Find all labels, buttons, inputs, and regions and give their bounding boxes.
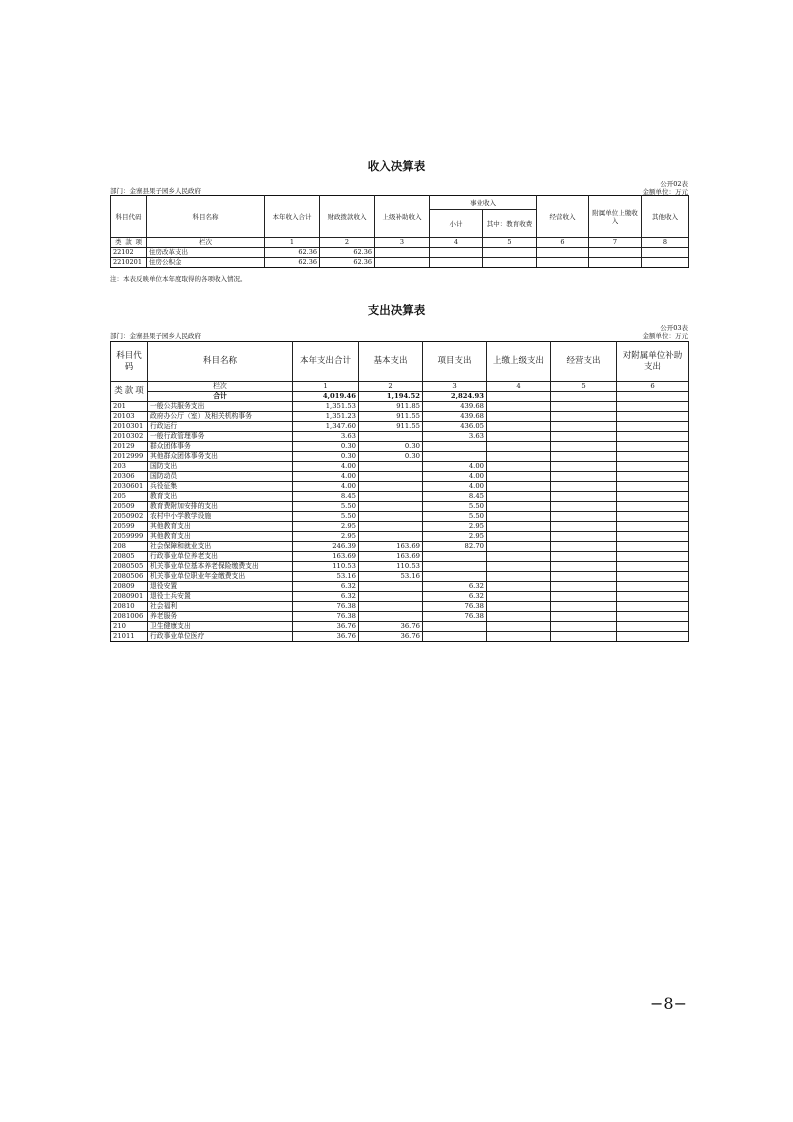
row-code: 20103 <box>111 412 148 422</box>
row-operating <box>551 612 617 622</box>
row-operating <box>551 632 617 642</box>
row-name: 社会福利 <box>148 602 293 612</box>
row-code: 2080505 <box>111 562 148 572</box>
row-name: 机关事业单位基本养老保险缴费支出 <box>148 562 293 572</box>
row-superior <box>487 592 551 602</box>
row-basic: 0.30 <box>359 452 423 462</box>
income-note: 注：本表反映单位本年度取得的各项收入情况。 <box>110 275 247 283</box>
row-superior <box>487 562 551 572</box>
income-table-title: 收入决算表 <box>367 159 426 173</box>
row-superior <box>487 582 551 592</box>
row-total: 4.00 <box>293 462 359 472</box>
row-project: 6.32 <box>423 592 487 602</box>
row-total: 1,347.60 <box>293 422 359 432</box>
table-row <box>111 562 689 572</box>
row-name: 其他教育支出 <box>148 522 293 532</box>
row-name: 行政事业单位医疗 <box>148 632 293 642</box>
row-affiliated <box>617 542 689 552</box>
row-project: 439.68 <box>423 412 487 422</box>
row-name: 退役士兵安置 <box>148 592 293 602</box>
row-total: 246.39 <box>293 542 359 552</box>
row-superior <box>487 422 551 432</box>
row-total: 163.69 <box>293 552 359 562</box>
expense-col-num: 6 <box>617 382 689 392</box>
row-operating <box>551 472 617 482</box>
row-total: 6.32 <box>293 592 359 602</box>
row-superior <box>487 602 551 612</box>
expense-sum-total: 4,019.46 <box>293 392 359 402</box>
row-operating <box>551 462 617 472</box>
row-code: 2059999 <box>111 532 148 542</box>
row-total: 4.00 <box>293 472 359 482</box>
row-project <box>423 622 487 632</box>
row-total: 36.76 <box>293 622 359 632</box>
expense-header-code: 科目代码 <box>111 342 148 382</box>
table-row <box>111 522 689 532</box>
row-superior <box>487 572 551 582</box>
row-project: 8.45 <box>423 492 487 502</box>
row-basic <box>359 462 423 472</box>
row-code: 20129 <box>111 442 148 452</box>
row-total: 2.95 <box>293 522 359 532</box>
row-project <box>423 632 487 642</box>
row-name: 退役安置 <box>148 582 293 592</box>
table-row <box>111 592 689 602</box>
row-superior <box>487 522 551 532</box>
table-row <box>111 432 689 442</box>
income-header-name: 科目名称 <box>147 196 265 238</box>
table-row <box>111 572 689 582</box>
row-operating <box>551 482 617 492</box>
row-basic: 110.53 <box>359 562 423 572</box>
row-project: 76.38 <box>423 612 487 622</box>
table-row <box>111 472 689 482</box>
row-code: 20509 <box>111 502 148 512</box>
row-operating <box>551 422 617 432</box>
row-name: 其他群众团体事务支出 <box>148 452 293 462</box>
row-basic: 911.55 <box>359 422 423 432</box>
row-operating <box>551 532 617 542</box>
row-project: 4.00 <box>423 472 487 482</box>
row-affiliated <box>617 462 689 472</box>
row-name: 住房改革支出 <box>147 248 265 258</box>
row-affiliated <box>617 532 689 542</box>
row-affiliated <box>617 472 689 482</box>
row-code: 2080901 <box>111 592 148 602</box>
expense-header-project: 项目支出 <box>423 342 487 382</box>
expense-col-num: 3 <box>423 382 487 392</box>
row-total: 5.50 <box>293 502 359 512</box>
row-total: 76.38 <box>293 602 359 612</box>
row-basic: 911.85 <box>359 402 423 412</box>
table-row <box>111 422 689 432</box>
row-basic <box>359 592 423 602</box>
income-col-num: 5 <box>483 238 537 248</box>
row-operating <box>551 502 617 512</box>
row-total: 36.76 <box>293 632 359 642</box>
row-name: 一般行政管理事务 <box>148 432 293 442</box>
row-code: 2080506 <box>111 572 148 582</box>
row-affiliated <box>617 512 689 522</box>
row-project: 4.00 <box>423 482 487 492</box>
table-row <box>111 582 689 592</box>
expense-level-cell <box>111 382 148 402</box>
row-superior <box>487 492 551 502</box>
row-total: 5.50 <box>293 512 359 522</box>
table-row <box>111 502 689 512</box>
income-header-operating: 经营收入 <box>537 196 589 238</box>
level-xiang: 项 <box>135 238 142 246</box>
row-operating <box>551 622 617 632</box>
table-row <box>111 612 689 622</box>
row-operating <box>551 582 617 592</box>
row-code: 2081006 <box>111 612 148 622</box>
table-row <box>111 248 689 258</box>
row-total: 0.30 <box>293 442 359 452</box>
row-basic <box>359 472 423 482</box>
expense-sum-project: 2,824.93 <box>423 392 487 402</box>
row-operating <box>551 452 617 462</box>
row-project: 4.00 <box>423 462 487 472</box>
row-operating <box>551 512 617 522</box>
row-affiliated <box>617 432 689 442</box>
row-operating <box>551 562 617 572</box>
income-level-cell <box>111 238 147 248</box>
expense-col-num: 1 <box>293 382 359 392</box>
row-total: 8.45 <box>293 492 359 502</box>
table-row <box>111 492 689 502</box>
expense-header-basic: 基本支出 <box>359 342 423 382</box>
row-name: 住房公积金 <box>147 258 265 268</box>
row-affiliated <box>617 622 689 632</box>
income-header-sub-edu: 其中：教育收费 <box>483 210 537 238</box>
table-row <box>111 412 689 422</box>
expense-sum-row <box>111 392 689 402</box>
row-affiliated <box>617 412 689 422</box>
income-col-num: 1 <box>265 238 320 248</box>
row-basic <box>359 502 423 512</box>
expense-unit: 金额单位：万元 <box>642 332 688 340</box>
row-code: 20809 <box>111 582 148 592</box>
row-total: 2.95 <box>293 532 359 542</box>
row-basic: 0.30 <box>359 442 423 452</box>
row-code: 2030601 <box>111 482 148 492</box>
income-col-num: 3 <box>375 238 430 248</box>
row-project: 5.50 <box>423 502 487 512</box>
income-header-superior: 上级补助收入 <box>375 196 430 238</box>
row-affiliated <box>617 602 689 612</box>
income-table <box>110 195 689 268</box>
row-code: 20810 <box>111 602 148 612</box>
row-name: 兵役征集 <box>148 482 293 492</box>
row-basic <box>359 522 423 532</box>
row-project: 439.68 <box>423 402 487 412</box>
row-project: 3.63 <box>423 432 487 442</box>
row-total: 1,351.23 <box>293 412 359 422</box>
income-col-num: 7 <box>589 238 642 248</box>
row-superior <box>487 622 551 632</box>
expense-header-total: 本年支出合计 <box>293 342 359 382</box>
row-total: 110.53 <box>293 562 359 572</box>
row-operating <box>551 402 617 412</box>
row-project: 2.95 <box>423 522 487 532</box>
row-affiliated <box>617 562 689 572</box>
level-lei: 类 <box>114 386 123 396</box>
expense-table-title: 支出决算表 <box>367 303 426 317</box>
row-name: 社会保障和就业支出 <box>148 542 293 552</box>
row-fiscal: 62.36 <box>320 258 375 268</box>
income-header-other: 其他收入 <box>642 196 689 238</box>
level-xiang: 项 <box>135 386 144 396</box>
row-name: 卫生健康支出 <box>148 622 293 632</box>
expense-table-body <box>111 402 689 642</box>
row-name: 机关事业单位职业年金缴费支出 <box>148 572 293 582</box>
row-superior <box>487 412 551 422</box>
income-dept: 部门：金寨县果子园乡人民政府 <box>110 187 201 195</box>
row-project: 5.50 <box>423 512 487 522</box>
expense-dept: 部门：金寨县果子园乡人民政府 <box>110 332 201 340</box>
row-superior <box>487 632 551 642</box>
expense-header-affiliated: 对附属单位补助支出 <box>617 342 689 382</box>
expense-header-operating: 经营支出 <box>551 342 617 382</box>
income-header-affiliated: 附属单位上缴收入 <box>589 196 642 238</box>
table-row <box>111 442 689 452</box>
row-superior <box>487 472 551 482</box>
row-name: 国防支出 <box>148 462 293 472</box>
row-total: 62.36 <box>265 258 320 268</box>
row-basic: 53.16 <box>359 572 423 582</box>
row-operating <box>551 572 617 582</box>
row-code: 203 <box>111 462 148 472</box>
row-name: 一般公共服务支出 <box>148 402 293 412</box>
row-affiliated <box>617 582 689 592</box>
level-lei: 类 <box>115 238 122 246</box>
income-header-sub-total: 小计 <box>430 210 483 238</box>
row-code: 20805 <box>111 552 148 562</box>
row-basic <box>359 492 423 502</box>
row-superior <box>487 432 551 442</box>
row-name: 行政事业单位养老支出 <box>148 552 293 562</box>
expense-header-superior: 上缴上级支出 <box>487 342 551 382</box>
income-header-total: 本年收入合计 <box>265 196 320 238</box>
row-operating <box>551 412 617 422</box>
row-operating <box>551 592 617 602</box>
income-col-label: 栏次 <box>147 238 265 248</box>
row-code: 2050902 <box>111 512 148 522</box>
row-affiliated <box>617 632 689 642</box>
table-row <box>111 402 689 412</box>
row-code: 208 <box>111 542 148 552</box>
row-basic: 36.76 <box>359 622 423 632</box>
income-col-num: 6 <box>537 238 589 248</box>
row-affiliated <box>617 442 689 452</box>
row-project: 76.38 <box>423 602 487 612</box>
row-basic <box>359 582 423 592</box>
row-basic: 36.76 <box>359 632 423 642</box>
expense-table <box>110 341 689 642</box>
table-row <box>111 602 689 612</box>
row-operating <box>551 442 617 452</box>
income-col-num: 8 <box>642 238 689 248</box>
row-code: 2010301 <box>111 422 148 432</box>
table-row <box>111 632 689 642</box>
row-code: 2012999 <box>111 452 148 462</box>
income-unit: 金额单位：万元 <box>642 188 688 196</box>
row-name: 国防动员 <box>148 472 293 482</box>
row-affiliated <box>617 612 689 622</box>
row-project: 82.70 <box>423 542 487 552</box>
row-basic: 163.69 <box>359 552 423 562</box>
expense-sum-basic: 1,194.52 <box>359 392 423 402</box>
row-code: 2010302 <box>111 432 148 442</box>
row-total: 0.30 <box>293 452 359 462</box>
row-project <box>423 442 487 452</box>
row-project: 6.32 <box>423 582 487 592</box>
expense-colnum-row <box>111 382 689 392</box>
row-code: 20306 <box>111 472 148 482</box>
row-fiscal: 62.36 <box>320 248 375 258</box>
expense-col-label: 栏次 <box>148 382 293 392</box>
row-total: 62.36 <box>265 248 320 258</box>
income-header-business: 事业收入 <box>430 196 537 210</box>
row-basic <box>359 512 423 522</box>
row-project <box>423 552 487 562</box>
row-affiliated <box>617 422 689 432</box>
row-code: 21011 <box>111 632 148 642</box>
row-basic <box>359 602 423 612</box>
row-basic: 163.69 <box>359 542 423 552</box>
row-name: 教育费附加安排的支出 <box>148 502 293 512</box>
row-name: 政府办公厅（室）及相关机构事务 <box>148 412 293 422</box>
income-colnum-row <box>111 238 689 248</box>
row-code: 22102 <box>111 248 147 258</box>
row-total: 4.00 <box>293 482 359 492</box>
table-row <box>111 542 689 552</box>
row-affiliated <box>617 452 689 462</box>
expense-sum-label: 合计 <box>148 392 293 402</box>
table-row <box>111 462 689 472</box>
income-header-code: 科目代码 <box>111 196 147 238</box>
row-code: 205 <box>111 492 148 502</box>
row-superior <box>487 462 551 472</box>
income-col-num: 2 <box>320 238 375 248</box>
table-row <box>111 512 689 522</box>
row-superior <box>487 532 551 542</box>
row-code: 20599 <box>111 522 148 532</box>
row-total: 53.16 <box>293 572 359 582</box>
income-header-fiscal: 财政拨款收入 <box>320 196 375 238</box>
row-affiliated <box>617 482 689 492</box>
row-project <box>423 562 487 572</box>
row-basic <box>359 432 423 442</box>
row-affiliated <box>617 572 689 582</box>
row-name: 行政运行 <box>148 422 293 432</box>
row-project: 436.05 <box>423 422 487 432</box>
row-operating <box>551 542 617 552</box>
row-operating <box>551 602 617 612</box>
expense-header-name: 科目名称 <box>148 342 293 382</box>
row-code: 210 <box>111 622 148 632</box>
row-name: 其他教育支出 <box>148 532 293 542</box>
row-basic <box>359 532 423 542</box>
row-basic <box>359 612 423 622</box>
table-row <box>111 482 689 492</box>
row-name: 农村中小学教学设施 <box>148 512 293 522</box>
income-form-no: 公开02表 <box>660 180 688 188</box>
row-name: 养老服务 <box>148 612 293 622</box>
row-superior <box>487 442 551 452</box>
row-code: 2210201 <box>111 258 147 268</box>
row-affiliated <box>617 592 689 602</box>
row-total: 6.32 <box>293 582 359 592</box>
level-kuan: 款 <box>125 238 132 246</box>
row-superior <box>487 612 551 622</box>
expense-col-num: 2 <box>359 382 423 392</box>
row-operating <box>551 522 617 532</box>
level-kuan: 款 <box>124 386 134 396</box>
row-affiliated <box>617 522 689 532</box>
expense-form-no: 公开03表 <box>660 324 688 332</box>
expense-col-num: 5 <box>551 382 617 392</box>
income-col-num: 4 <box>430 238 483 248</box>
row-affiliated <box>617 402 689 412</box>
row-total: 1,351.53 <box>293 402 359 412</box>
table-row <box>111 452 689 462</box>
row-superior <box>487 512 551 522</box>
row-project <box>423 452 487 462</box>
row-operating <box>551 552 617 562</box>
row-superior <box>487 452 551 462</box>
row-superior <box>487 402 551 412</box>
row-superior <box>487 552 551 562</box>
row-superior <box>487 482 551 492</box>
row-affiliated <box>617 492 689 502</box>
table-row <box>111 258 689 268</box>
row-basic: 911.55 <box>359 412 423 422</box>
row-superior <box>487 542 551 552</box>
expense-col-num: 4 <box>487 382 551 392</box>
row-total: 76.38 <box>293 612 359 622</box>
row-project <box>423 572 487 582</box>
row-code: 201 <box>111 402 148 412</box>
row-basic <box>359 482 423 492</box>
row-operating <box>551 432 617 442</box>
row-superior <box>487 502 551 512</box>
row-affiliated <box>617 552 689 562</box>
row-operating <box>551 492 617 502</box>
page-number: −8− <box>650 994 687 1013</box>
table-row <box>111 622 689 632</box>
row-total: 3.63 <box>293 432 359 442</box>
table-row <box>111 532 689 542</box>
row-project: 2.95 <box>423 532 487 542</box>
row-name: 群众团体事务 <box>148 442 293 452</box>
row-name: 教育支出 <box>148 492 293 502</box>
row-affiliated <box>617 502 689 512</box>
table-row <box>111 552 689 562</box>
